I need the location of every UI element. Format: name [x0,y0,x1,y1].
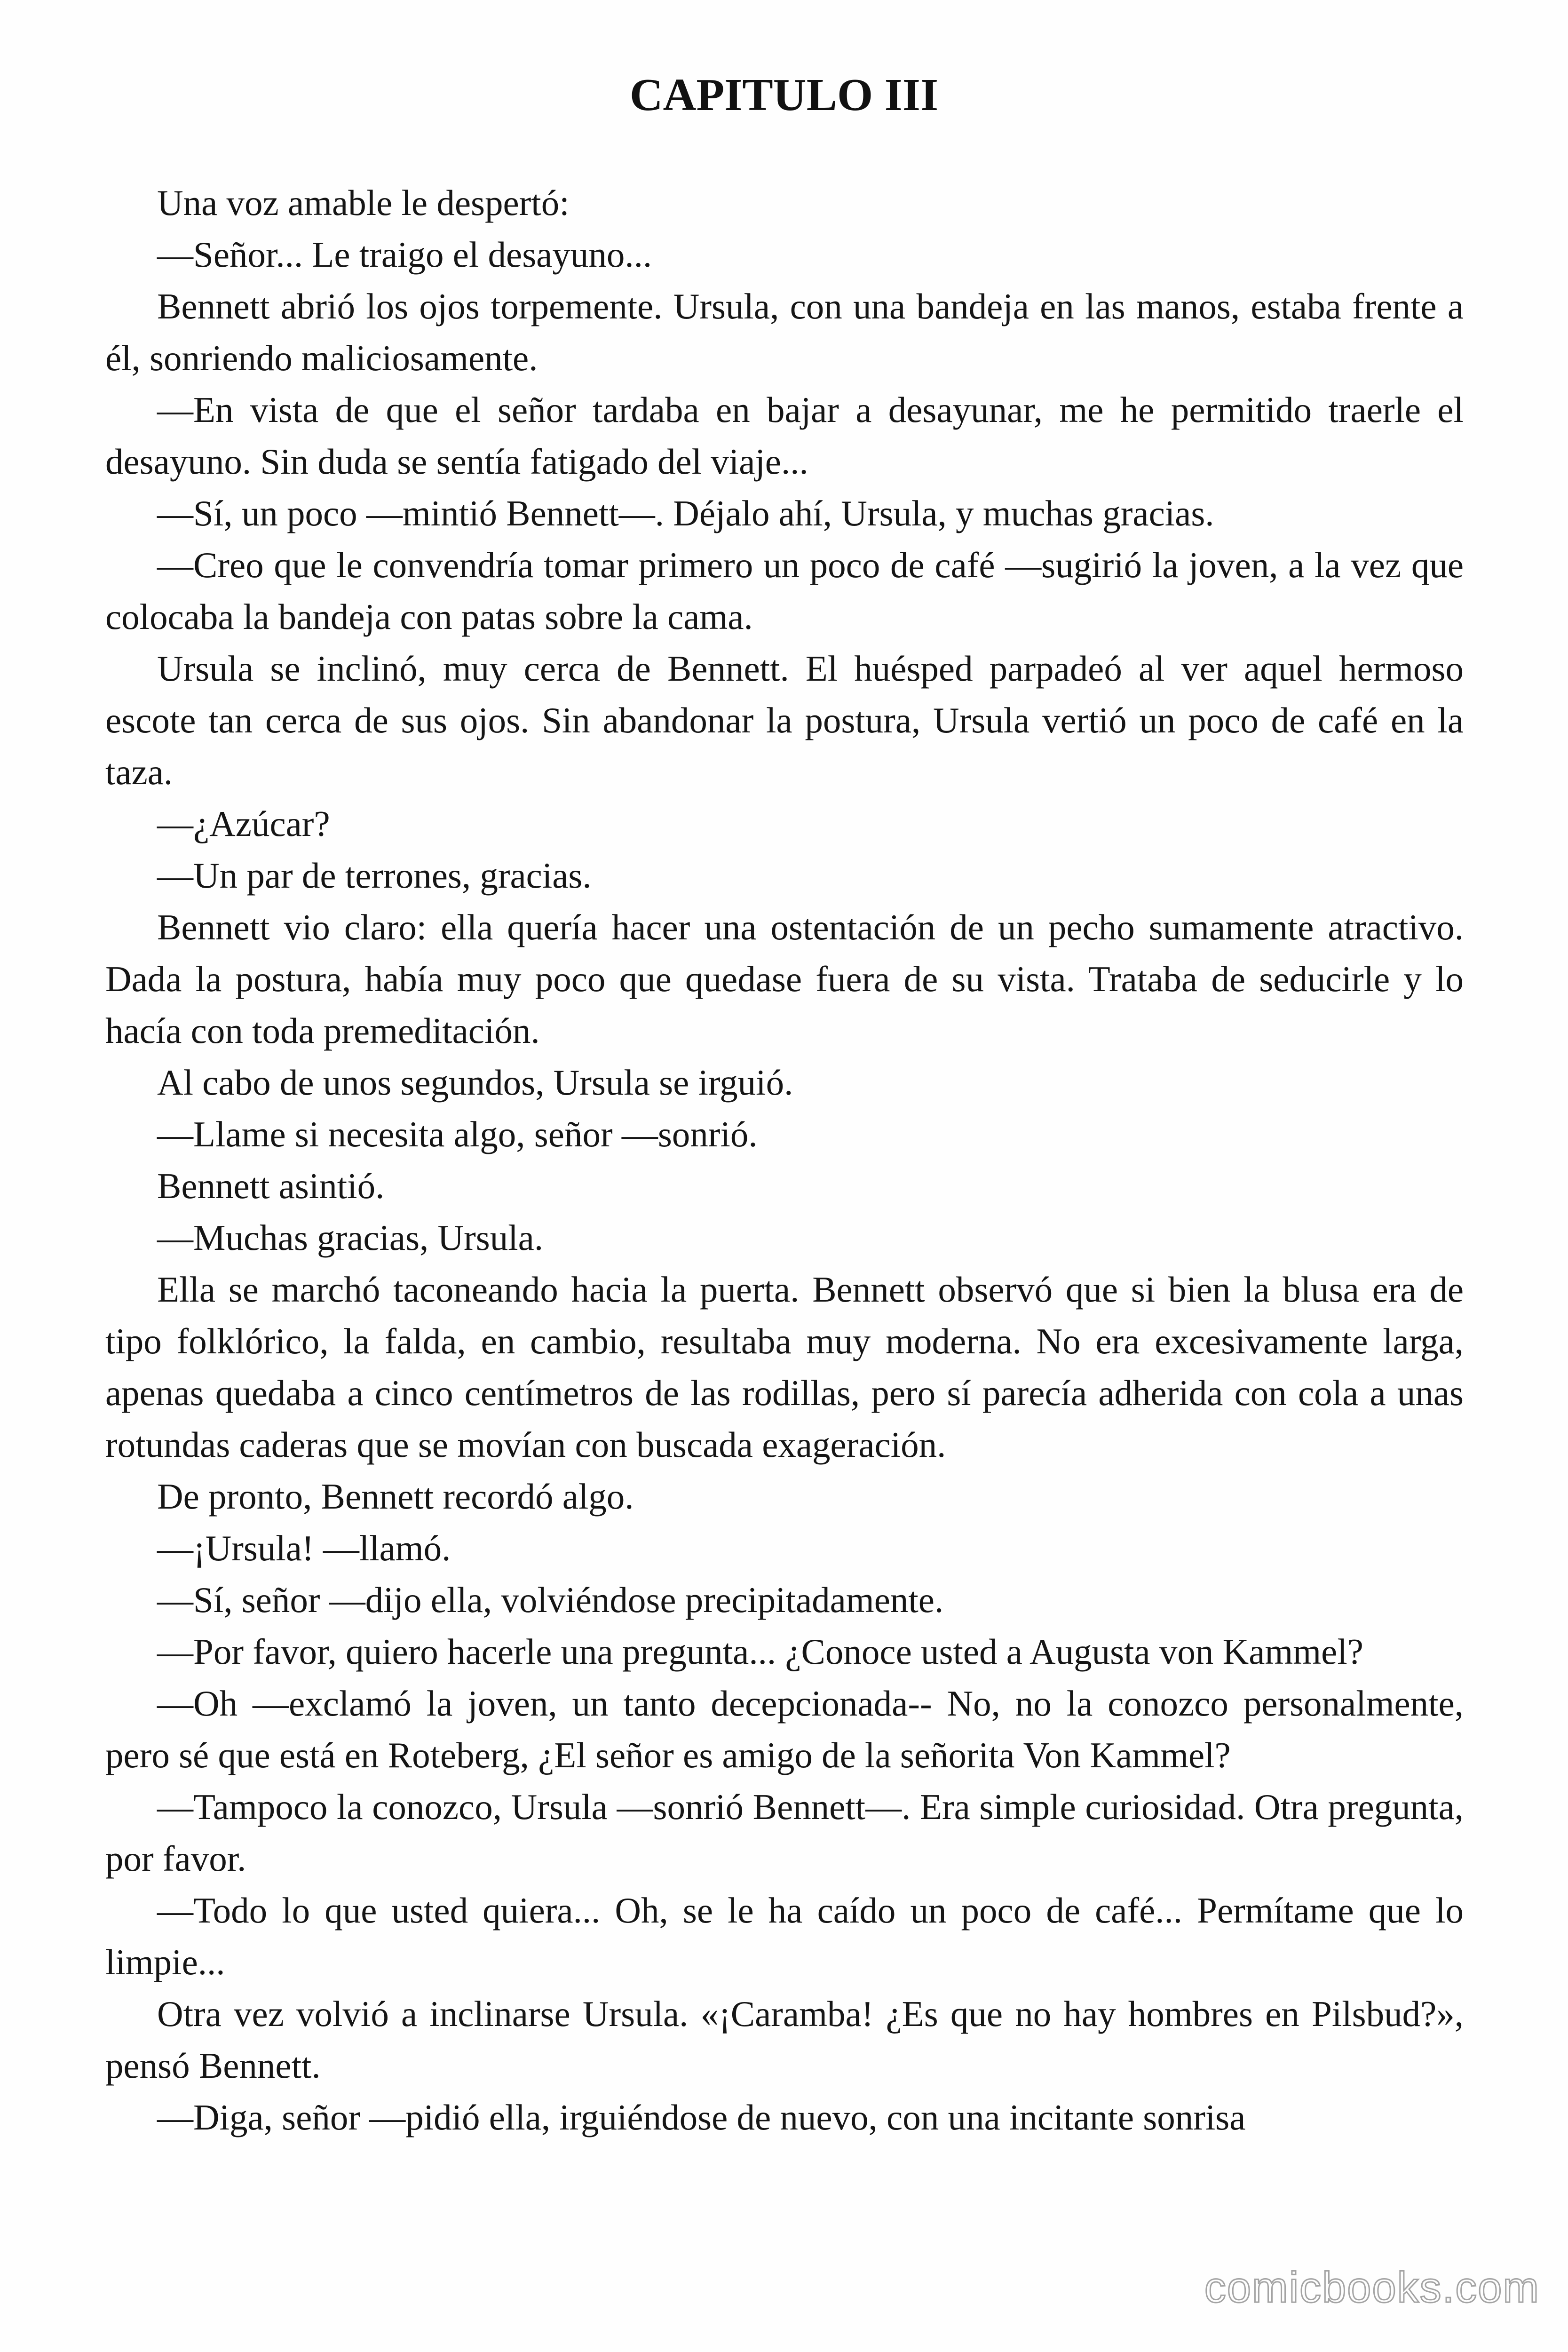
paragraph: —¡Ursula! —llamó. [157,1528,451,1568]
paragraph: Bennett abrió los ojos torpemente. Ursula, con una bandeja en las manos, estaba frente a él, sonriendo maliciosamente. [105,286,1464,378]
paragraph: Bennett asintió. [157,1166,385,1206]
paragraph: Una voz amable le despertó: [157,183,570,223]
chapter-title: CAPITULO III [629,70,939,120]
paragraph: —Señor... Le traigo el desayuno... [157,234,652,275]
paragraph: —Oh —exclamó la joven, un tanto decepcionada-- No, no la conozco personalmente, pero sé que está en Roteberg, ¿El señor es amigo de la señorita Von Kammel? [105,1683,1464,1775]
chapter-body [105,177,1464,2143]
paragraph: —Sí, un poco —mintió Bennett—. Déjalo ahí, Ursula, y muchas gracias. [157,493,1214,533]
watermark: comicbooks.com [1204,2264,1540,2312]
paragraph: —Creo que le convendría tomar primero un poco de café —sugirió la joven, a la vez que colocaba la bandeja con patas sobre la cama. [105,545,1464,637]
paragraph: —Tampoco la conozco, Ursula —sonrió Bennett—. Era simple curiosidad. Otra pregunta, por favor. [105,1787,1464,1879]
paragraph: Al cabo de unos segundos, Ursula se irguió. [157,1062,793,1103]
paragraph: —Llame si necesita algo, señor —sonrió. [157,1114,758,1154]
paragraph: —Muchas gracias, Ursula. [157,1217,544,1258]
paragraph: —Todo lo que usted quiera... Oh, se le ha caído un poco de café... Permítame que lo limpie... [105,1890,1464,1982]
paragraph: —Por favor, quiero hacerle una pregunta... ¿Conoce usted a Augusta von Kammel? [157,1631,1363,1672]
paragraph: —Un par de terrones, gracias. [157,855,592,896]
paragraph: Ursula se inclinó, muy cerca de Bennett. El huésped parpadeó al ver aquel hermoso escote tan cerca de sus ojos. Sin abandonar la postura, Ursula vertió un poco de café en la taza. [105,648,1464,792]
paragraph: Otra vez volvió a inclinarse Ursula. «¡Caramba! ¿Es que no hay hombres en Pilsbud?», pensó Bennett. [105,1994,1464,2086]
paragraph: Ella se marchó taconeando hacia la puerta. Bennett observó que si bien la blusa era de tipo folklórico, la falda, en cambio, resultaba muy moderna. No era excesivamente larga, apenas quedaba a cinco centímetros de las rodillas, pero sí parecía adherida con cola a unas rotundas caderas que se movían con buscada exageración. [105,1269,1464,1465]
paragraph: Bennett vio claro: ella quería hacer una ostentación de un pecho sumamente atractivo. Dada la postura, había muy poco que quedase fuera de su vista. Trataba de seducirle y lo hacía con toda premeditación. [105,907,1464,1051]
paragraph: —Diga, señor —pidió ella, irguiéndose de nuevo, con una incitante sonrisa [157,2097,1246,2137]
paragraph: —¿Azúcar? [157,803,330,844]
paragraph: De pronto, Bennett recordó algo. [157,1476,634,1517]
paragraph: —Sí, señor —dijo ella, volviéndose precipitadamente. [157,1580,944,1620]
paragraph: —En vista de que el señor tardaba en bajar a desayunar, me he permitido traerle el desayuno. Sin duda se sentía fatigado del viaje... [105,389,1464,482]
